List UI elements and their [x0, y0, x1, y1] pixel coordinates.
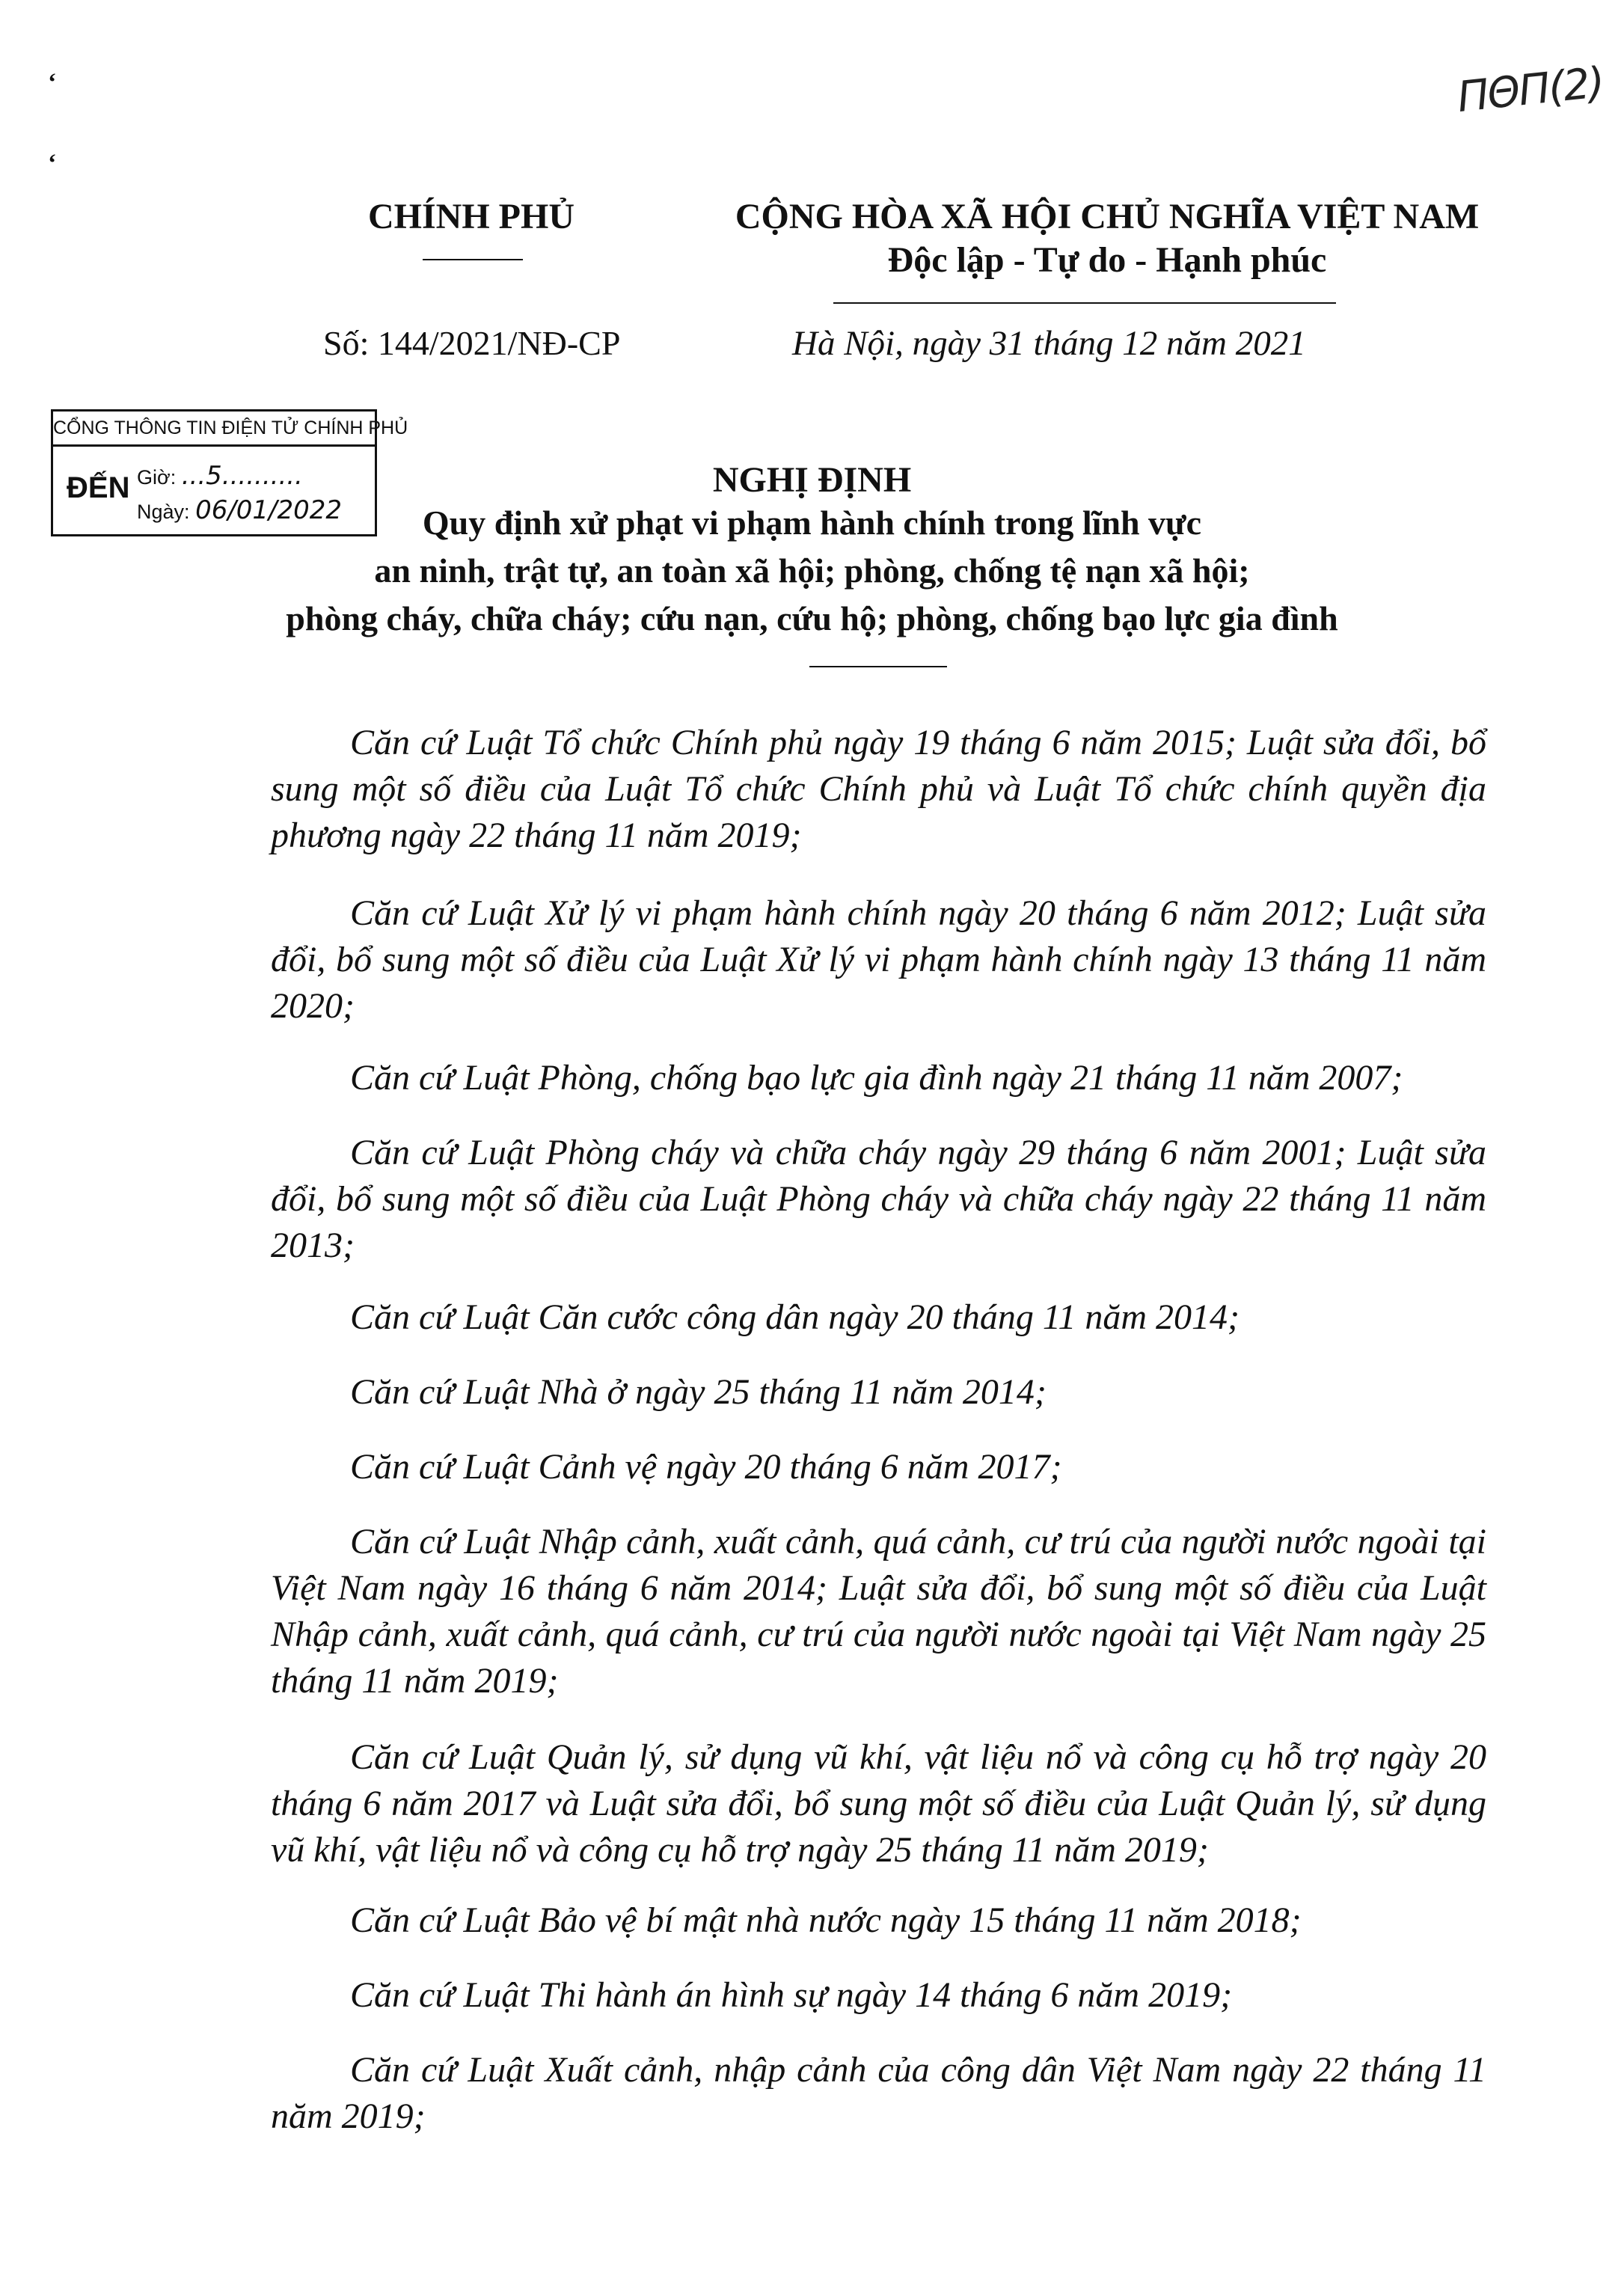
- motto-underline: [833, 302, 1336, 304]
- stamp-gio-value: ...5..........: [181, 461, 303, 491]
- handwritten-note: ΠΘΠ(2): [1455, 58, 1606, 123]
- preamble-para-9: Căn cứ Luật Quản lý, sử dụng vũ khí, vật liệu nổ và công cụ hỗ trợ ngày 20 tháng 6 năm 2017 và Luật sửa đổi, bổ sung một số điều của Luật Quản lý, sử dụng vũ khí, vật liệu nổ và công cụ hỗ trợ ngày 25 tháng 11 năm 2019;: [271, 1737, 1486, 1870]
- stamp-heading: CỔNG THÔNG TIN ĐIỆN TỬ CHÍNH PHỦ: [53, 412, 375, 447]
- issuer-underline: [423, 259, 523, 260]
- document-number: Số: 144/2021/NĐ-CP: [323, 324, 621, 362]
- place-date: Hà Nội, ngày 31 tháng 12 năm 2021: [792, 324, 1306, 363]
- issuer-name: CHÍNH PHỦ: [368, 197, 574, 236]
- preamble-para-2: Căn cứ Luật Xử lý vi phạm hành chính ngày 20 tháng 6 năm 2012; Luật sửa đổi, bổ sung một số điều của Luật Xử lý vi phạm hành chính ngày 13 tháng 11 năm 2020;: [271, 893, 1486, 1026]
- doc-title-line-3: phòng cháy, chữa cháy; cứu nạn, cứu hộ; phòng, chống bạo lực gia đình: [286, 599, 1338, 637]
- preamble-para-8: Căn cứ Luật Nhập cảnh, xuất cảnh, quá cảnh, cư trú của người nước ngoài tại Việt Nam ngày 16 tháng 6 năm 2014; Luật sửa đổi, bổ sung một số điều của Luật Nhập cảnh, xuất cảnh, quá cảnh, cư trú của người nước ngoài tại Việt Nam ngày 25 tháng 11 năm 2019;: [271, 1522, 1486, 1701]
- stamp-ngay-label: Ngày:: [137, 501, 190, 523]
- preamble-para-7: Căn cứ Luật Cảnh vệ ngày 20 tháng 6 năm 2017;: [350, 1447, 1062, 1487]
- margin-tick-top: ‘: [48, 69, 57, 97]
- doc-title-line-1: Quy định xử phạt vi phạm hành chính trong lĩnh vực: [422, 504, 1202, 542]
- stamp-ngay-value: 06/01/2022: [195, 495, 343, 525]
- stamp-gio-label: Giờ:: [137, 466, 177, 489]
- preamble-para-12: Căn cứ Luật Xuất cảnh, nhập cảnh của công dân Việt Nam ngày 22 tháng 11 năm 2019;: [271, 2050, 1486, 2136]
- stamp-den: ĐẾN: [67, 471, 130, 504]
- preamble-para-4: Căn cứ Luật Phòng cháy và chữa cháy ngày 29 tháng 6 năm 2001; Luật sửa đổi, bổ sung một số điều của Luật Phòng cháy và chữa cháy ngày 22 tháng 11 năm 2013;: [271, 1133, 1486, 1265]
- preamble-para-6: Căn cứ Luật Nhà ở ngày 25 tháng 11 năm 2014;: [350, 1372, 1047, 1412]
- margin-tick-bottom: ʻ: [48, 150, 57, 177]
- preamble-para-1: Căn cứ Luật Tổ chức Chính phủ ngày 19 tháng 6 năm 2015; Luật sửa đổi, bổ sung một số điều của Luật Tổ chức Chính phủ và Luật Tổ chức chính quyền địa phương ngày 22 tháng 11 năm 2019;: [271, 723, 1486, 855]
- national-title: CỘNG HÒA XÃ HỘI CHỦ NGHĨA VIỆT NAM: [735, 197, 1480, 236]
- preamble-para-11: Căn cứ Luật Thi hành án hình sự ngày 14 tháng 6 năm 2019;: [350, 1975, 1233, 2015]
- national-motto: Độc lập - Tự do - Hạnh phúc: [887, 240, 1327, 280]
- doc-title-line-2: an ninh, trật tự, an toàn xã hội; phòng, chống tệ nạn xã hội;: [374, 551, 1250, 590]
- preamble-para-10: Căn cứ Luật Bảo vệ bí mật nhà nước ngày 15 tháng 11 năm 2018;: [350, 1900, 1302, 1940]
- preamble-para-3: Căn cứ Luật Phòng, chống bạo lực gia đình ngày 21 tháng 11 năm 2007;: [350, 1058, 1403, 1098]
- title-underline: [809, 666, 947, 667]
- doc-type: NGHỊ ĐỊNH: [712, 460, 912, 500]
- preamble-para-5: Căn cứ Luật Căn cước công dân ngày 20 tháng 11 năm 2014;: [350, 1297, 1240, 1337]
